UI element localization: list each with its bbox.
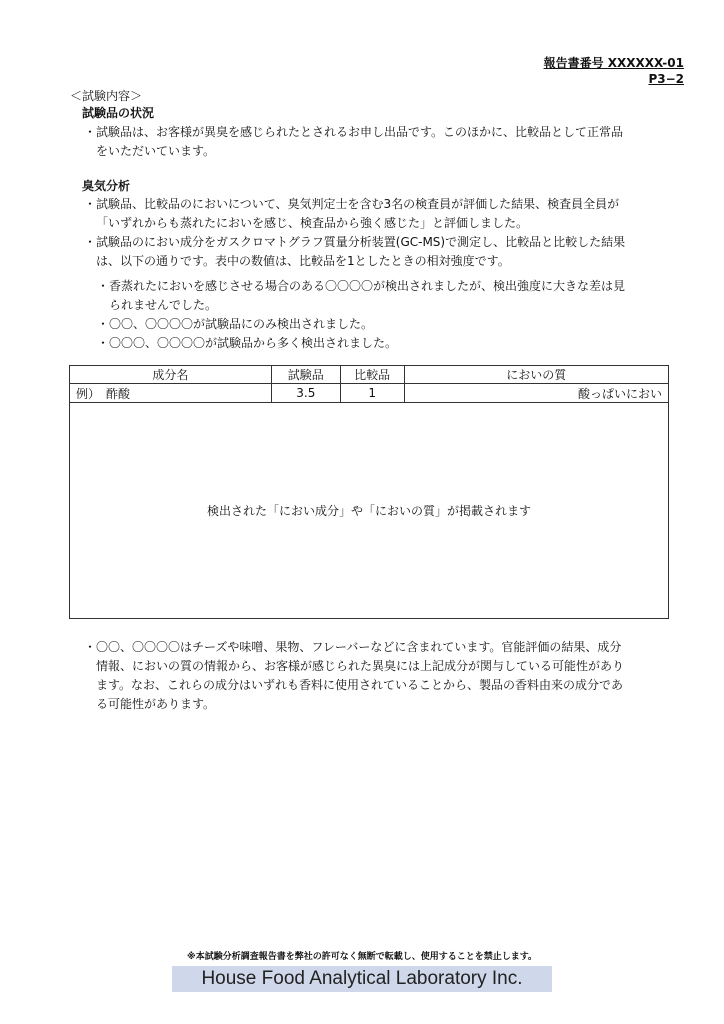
list-item: ・〇〇、〇〇〇〇が試験品にのみ検出されました。 (97, 317, 374, 331)
text-line: ・試験品は、お客様が異臭を感じられたとされるお申し出品です。このほかに、比較品として正常品 (84, 125, 624, 139)
report-number: 報告書番号 XXXXXX-01 (543, 56, 684, 70)
column-header: 比較品 (340, 366, 404, 384)
list-item: ・香蒸れたにおいを感じさせる場合のある〇〇〇〇が検出されましたが、検出強度に大きな差は見 (97, 279, 626, 293)
text-line: をいただいています。 (96, 144, 216, 158)
table-cell: 3.5 (271, 384, 340, 402)
column-header: 成分名 (70, 366, 272, 384)
table-header-row (70, 366, 669, 384)
findings-list (97, 277, 625, 353)
table-cell: 1 (340, 384, 404, 402)
table-row (70, 402, 669, 618)
text-line: ・〇〇、〇〇〇〇はチーズや味噌、果物、フレーバーなどに含まれています。官能評価の結果、成分 (84, 640, 622, 654)
text-line: は、以下の通りです。表中の数値は、比較品を1としたときの相対強度です。 (96, 254, 510, 268)
column-header: においの質 (404, 366, 668, 384)
list-item: ・〇〇〇、〇〇〇〇が試験品から多く検出されました。 (97, 336, 398, 350)
list-item: られませんでした。 (109, 298, 218, 312)
results-table (69, 365, 669, 619)
text-line: ・試験品のにおい成分をガスクロマトグラフ質量分析装置(GC-MS)で測定し、比較品と比較した結果 (84, 235, 626, 249)
text-line: 情報、においの質の情報から、お客様が感じられた異臭には上記成分が関与している可能性があり (96, 659, 625, 673)
company-name: House Food Analytical Laboratory Inc. (172, 966, 552, 992)
odor-analysis-text (84, 195, 625, 271)
text-line: 「いずれからも蒸れたにおいを感じ、検査品から強く感じた」と評価しました。 (96, 216, 529, 230)
table-row (70, 384, 669, 402)
conclusion-text (84, 638, 624, 714)
text-line: ます。なお、これらの成分はいずれも香料に使用されていることから、製品の香料由来の成分であ (96, 678, 624, 692)
section-title: ＜試験内容＞ (70, 89, 143, 103)
sample-status-text (84, 123, 623, 161)
page-number: P3−2 (648, 72, 684, 86)
table-placeholder: 検出された「におい成分」や「においの質」が掲載されます (70, 402, 669, 618)
text-line: ・試験品、比較品のにおいについて、臭気判定士を含む3名の検査員が評価した結果、検査員全員が (84, 197, 620, 211)
text-line: る可能性があります。 (96, 697, 216, 711)
copyright-notice: ※本試験分析調査報告書を弊社の許可なく無断で転載し、使用することを禁止します。 (186, 952, 538, 962)
table-cell: 例） 酢酸 (70, 384, 272, 402)
sample-status-heading: 試験品の状況 (82, 106, 155, 120)
column-header: 試験品 (271, 366, 340, 384)
table-cell: 酸っぱいにおい (404, 384, 668, 402)
odor-analysis-heading: 臭気分析 (82, 179, 131, 193)
